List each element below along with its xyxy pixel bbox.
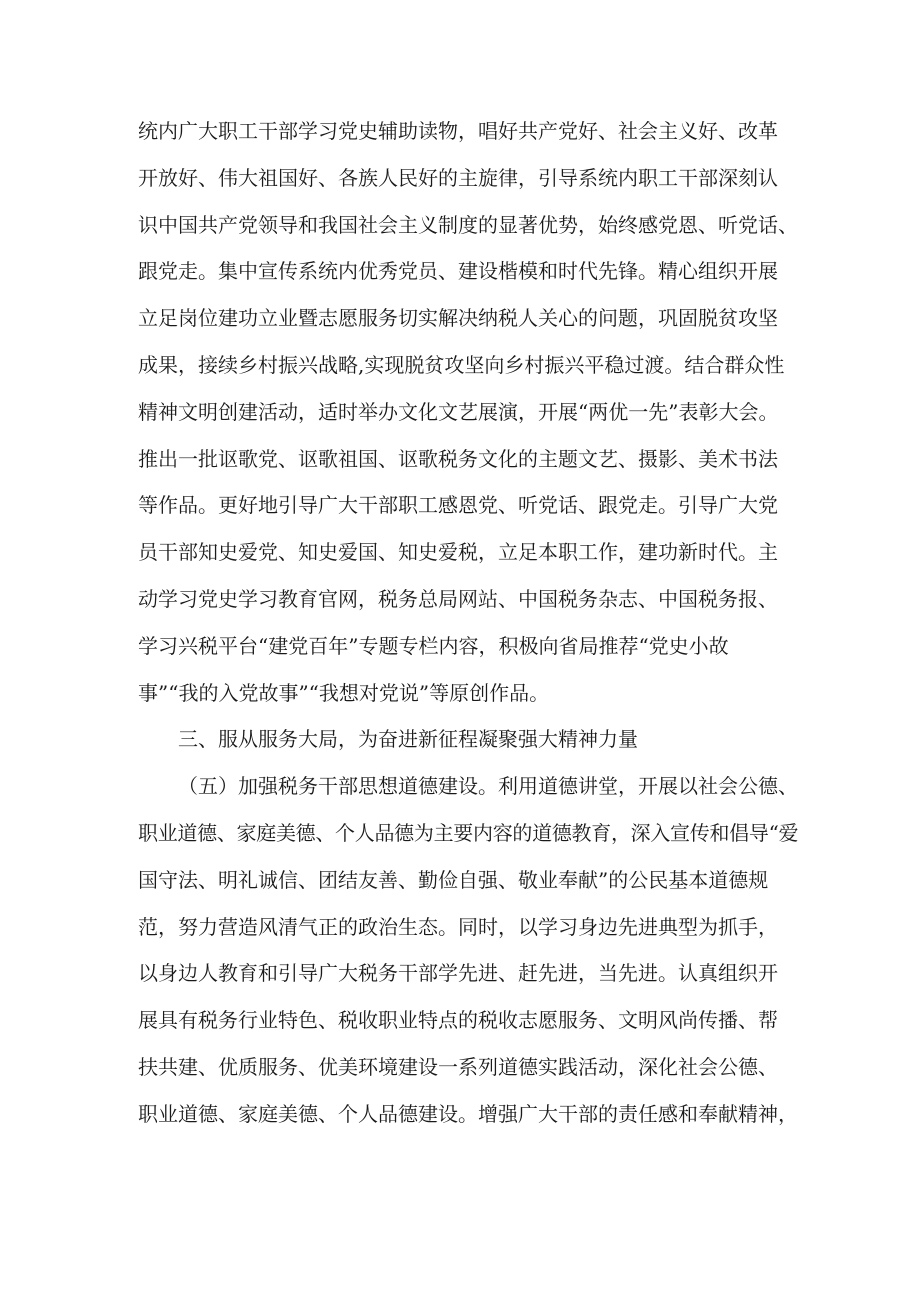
text-line: 统内广大职工干部学习党史辅助读物，唱好共产党好、社会主义好、改革 xyxy=(138,119,778,143)
text-line: 推出一批讴歌党、讴歌祖国、讴歌税务文化的主题文艺、摄影、美术书法 xyxy=(138,446,778,471)
text-line: 等作品。更好地引导广大干部职工感恩党、听党话、跟党走。引导广大党 xyxy=(138,493,778,518)
text-line: 学习兴税平台“建党百年”专题专栏内容，积极向省局推荐“党史小故 xyxy=(138,633,729,658)
text-line: 范，努力营造风清气正的政治生态。同时，以学习身边先进典型为抓手， xyxy=(138,914,778,939)
text-line: 职业道德、家庭美德、个人品德为主要内容的道德教育，深入宣传和倡导“爱 xyxy=(138,820,799,845)
text-line: 识中国共产党领导和我国社会主义制度的显著优势，始终感党恩、听党话、 xyxy=(138,212,798,237)
text-line: 成果，接续乡村振兴战略,实现脱贫攻坚向乡村振兴平稳过渡。结合群众性 xyxy=(138,352,785,377)
text-line: 职业道德、家庭美德、个人品德建设。增强广大干部的责任感和奉献精神， xyxy=(138,1101,798,1126)
text-line: 员干部知史爱党、知史爱国、知史爱税，立足本职工作，建功新时代。主 xyxy=(138,540,778,565)
text-line: 开放好、伟大祖国好、各族人民好的主旋律，引导系统内职工干部深刻认 xyxy=(138,165,778,190)
text-line: 动学习党史学习教育官网，税务总局网站、中国税务杂志、中国税务报、 xyxy=(138,586,778,611)
text-line: （五）加强税务干部思想道德建设。利用道德讲堂，开展以社会公德、 xyxy=(178,774,798,799)
text-line: 事”“我的入党故事”“我想对党说”等原创作品。 xyxy=(138,680,550,705)
text-line: 立足岗位建功立业暨志愿服务切实解决纳税人关心的问题，巩固脱贫攻坚 xyxy=(138,306,778,331)
body-text xyxy=(138,108,798,1138)
text-line: 国守法、明礼诚信、团结友善、勤俭自强、敬业奉献”的公民基本道德规 xyxy=(138,867,769,892)
section-heading: 三、服从服务大局，为奋进新征程凝聚强大精神力量 xyxy=(178,727,638,752)
text-line: 扶共建、优质服务、优美环境建设一系列道德实践活动，深化社会公德、 xyxy=(138,1054,778,1079)
text-line: 精神文明创建活动，适时举办文化文艺展演，开展“两优一先”表彰大会。 xyxy=(138,399,779,424)
text-line: 以身边人教育和引导广大税务干部学先进、赶先进，当先进。认真组织开 xyxy=(138,961,778,986)
text-line: 展具有税务行业特色、税收职业特点的税收志愿服务、文明风尚传播、帮 xyxy=(138,1008,778,1033)
text-line: 跟党走。集中宣传系统内优秀党员、建设楷模和时代先锋。精心组织开展 xyxy=(138,259,778,284)
